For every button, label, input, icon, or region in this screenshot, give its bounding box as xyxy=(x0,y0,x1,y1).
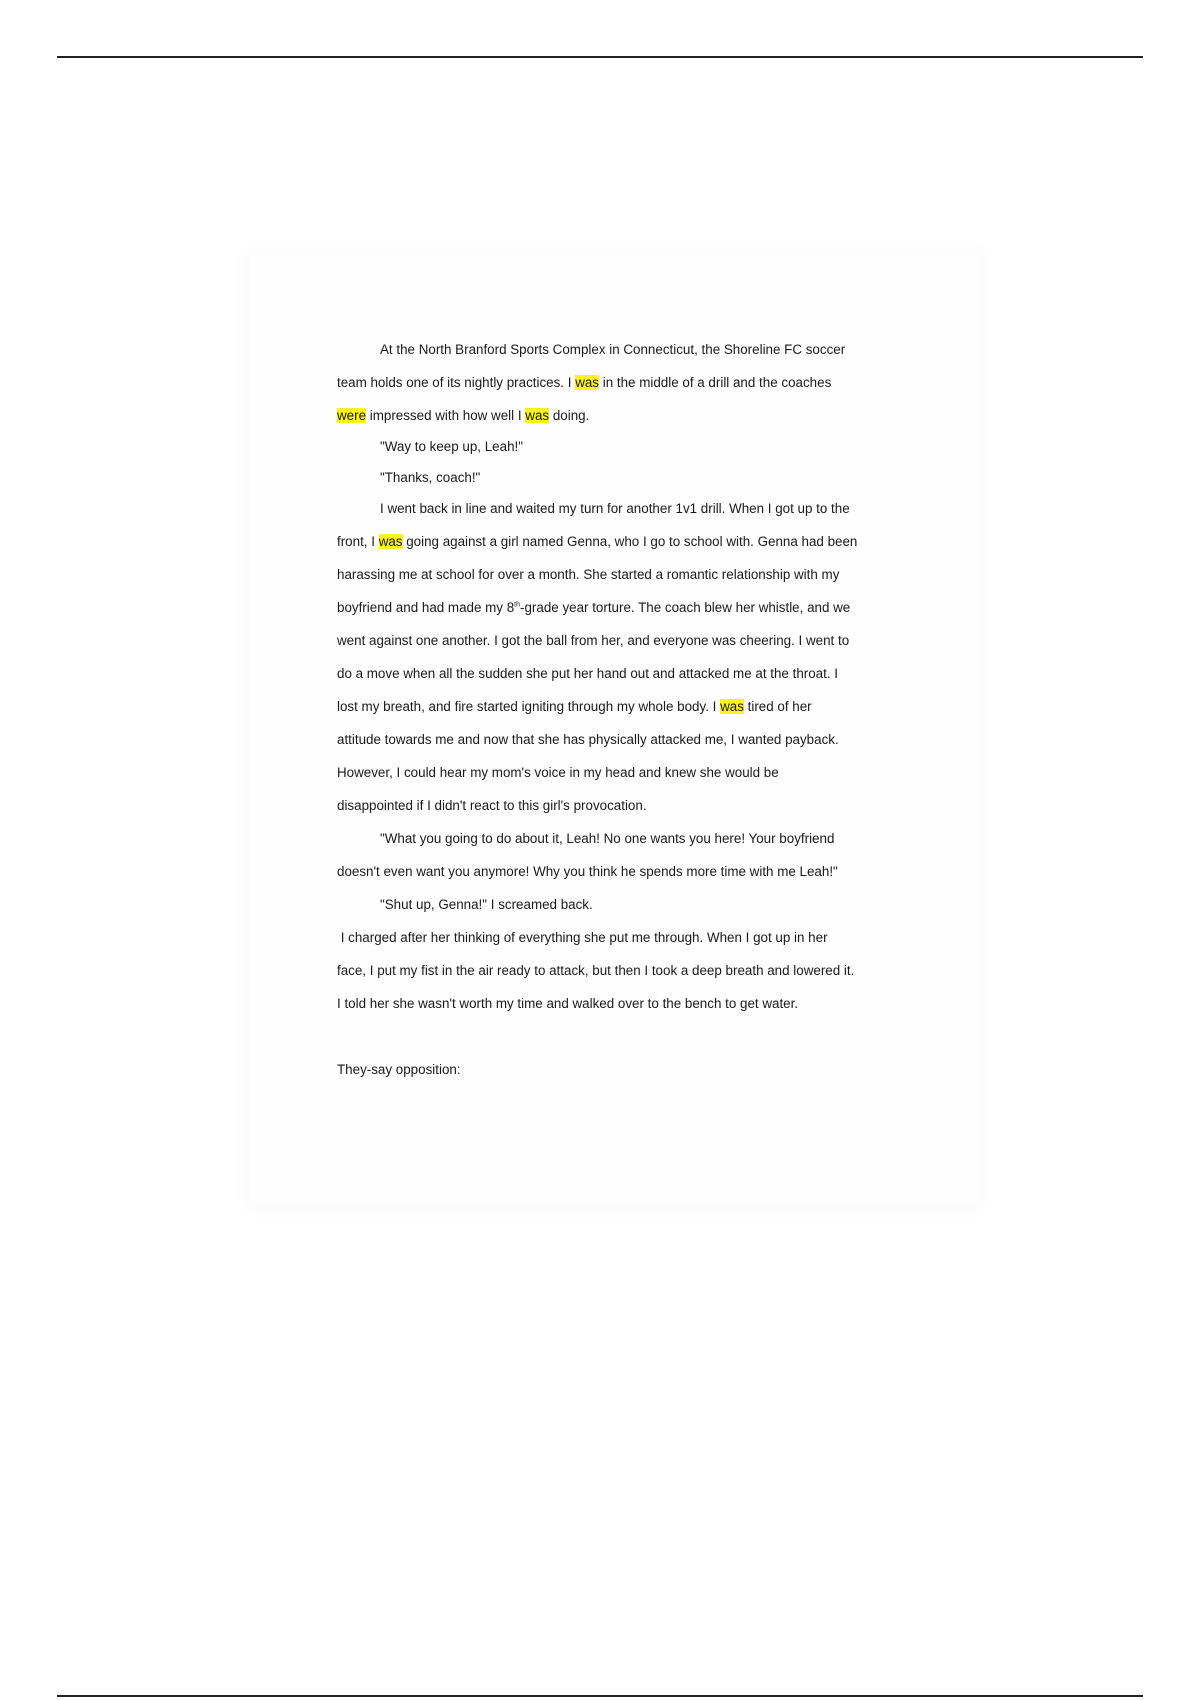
paragraph-line xyxy=(337,558,907,591)
paragraph-line xyxy=(337,492,907,525)
section-heading xyxy=(337,1053,907,1086)
text-run: "Thanks, coach!" xyxy=(380,470,481,485)
paragraph-line xyxy=(337,789,907,822)
highlighted-word: was xyxy=(378,534,403,549)
paragraph-line xyxy=(337,987,907,1020)
paragraph-line xyxy=(337,366,907,399)
text-run: I charged after her thinking of everything she put me through. When I got up in her xyxy=(337,930,828,945)
text-run: tired of her xyxy=(743,699,812,714)
text-run: "Shut up, Genna!" I screamed back. xyxy=(380,897,593,912)
paragraph-line xyxy=(337,756,907,789)
paragraph-line xyxy=(337,822,907,855)
highlighted-word: was xyxy=(720,699,744,714)
footer-rule xyxy=(57,1695,1143,1697)
text-run: doesn't even want you anymore! Why you think he spends more time with me Leah!" xyxy=(337,864,838,879)
paragraph-line xyxy=(337,723,907,756)
highlighted-word: was xyxy=(575,375,600,390)
text-run: disappointed if I didn't react to this girl's provocation. xyxy=(337,798,647,813)
text-run: However, I could hear my mom's voice in my head and knew she would be xyxy=(337,765,779,780)
text-run: They-say opposition: xyxy=(337,1062,461,1077)
text-run: in the middle of a drill and the coaches xyxy=(599,375,832,390)
text-run: boyfriend and had made my 8 xyxy=(337,600,515,615)
essay-text xyxy=(337,333,907,1086)
text-run: attitude towards me and now that she has physically attacked me, I wanted payback. xyxy=(337,732,839,747)
paragraph-line xyxy=(337,921,907,954)
text-run: going against a girl named Genna, who I go to school with. Genna had been xyxy=(402,534,858,549)
text-run: team holds one of its nightly practices. I xyxy=(337,375,576,390)
paragraph-line xyxy=(337,624,907,657)
dialogue-line xyxy=(337,888,907,921)
text-run: "Way to keep up, Leah!" xyxy=(380,439,524,454)
text-run: "What you going to do about it, Leah! No one wants you here! Your boyfriend xyxy=(380,831,835,846)
highlighted-word: was xyxy=(525,408,550,423)
text-run: face, I put my fist in the air ready to attack, but then I took a deep breath and lowered it. xyxy=(337,963,855,978)
text-run: front, I xyxy=(337,534,379,549)
paragraph-line xyxy=(337,333,907,366)
text-run: lost my breath, and fire started igniting through my whole body. I xyxy=(337,699,721,714)
paragraph-line xyxy=(337,591,907,624)
header-rule xyxy=(57,56,1143,58)
text-run: harassing me at school for over a month. She started a romantic relationship with my xyxy=(337,567,840,582)
text-run: I went back in line and waited my turn for another 1v1 drill. When I got up to the xyxy=(380,501,850,516)
text-run: doing. xyxy=(549,408,590,423)
dialogue-line xyxy=(337,430,907,461)
paragraph-line xyxy=(337,525,907,558)
text-run: At the North Branford Sports Complex in Connecticut, the Shoreline FC soccer xyxy=(380,342,846,357)
text-run: impressed with how well I xyxy=(366,408,526,423)
text-run: -grade year torture. The coach blew her whistle, and we xyxy=(520,600,851,615)
paragraph-line xyxy=(337,855,907,888)
blank-line xyxy=(337,1020,907,1053)
superscript: th xyxy=(514,601,521,609)
highlighted-word: were xyxy=(337,408,367,423)
text-run: do a move when all the sudden she put her hand out and attacked me at the throat. I xyxy=(337,666,838,681)
paragraph-line xyxy=(337,657,907,690)
paragraph-line xyxy=(337,690,907,723)
text-run: went against one another. I got the ball from her, and everyone was cheering. I went to xyxy=(337,633,850,648)
dialogue-line xyxy=(337,461,907,492)
paragraph-line xyxy=(337,399,907,430)
paragraph-line xyxy=(337,954,907,987)
text-run: I told her she wasn't worth my time and walked over to the bench to get water. xyxy=(337,996,799,1011)
